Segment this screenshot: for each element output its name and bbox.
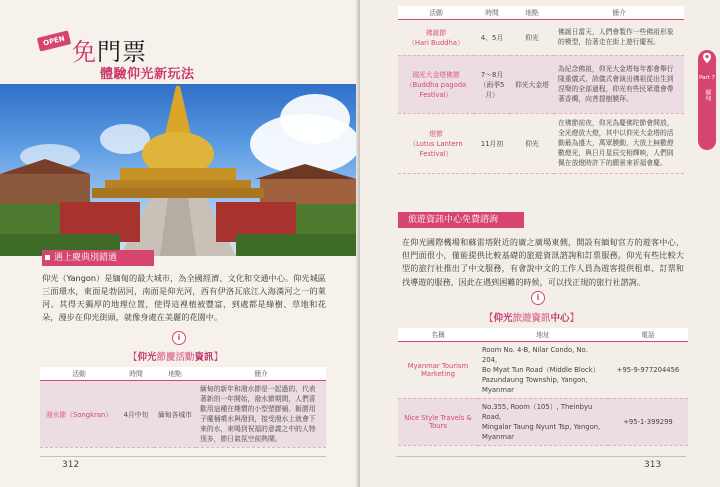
title-rest: 門票 — [97, 38, 147, 66]
festival-desc: 佛誕日當天，人們會製作一些佛祖形象的模型，抬著走在街上遊行慶祝。 — [554, 19, 684, 55]
table-row — [398, 113, 684, 173]
column-header: 地址 — [478, 328, 608, 341]
box-title-c: 資訊 — [194, 352, 214, 363]
column-header: 時間 — [474, 6, 510, 19]
center-address: Room No. 4-B, Nilar Condo, No. 204, Bo Myat Tun Road（Middle Block） Pazundaung Township, Yangon, Myanmar — [478, 341, 608, 398]
box-title-a: 仰光 — [137, 352, 157, 363]
table-row — [40, 380, 326, 447]
festival-table — [40, 367, 326, 448]
column-header: 地點 — [154, 367, 196, 380]
bracket-left: 【 — [484, 313, 494, 324]
info-icon: i — [531, 291, 545, 305]
festival-box-title — [128, 349, 223, 363]
table-row — [398, 341, 688, 398]
bracket-left: 【 — [128, 352, 138, 363]
table-header-row — [398, 6, 684, 19]
bracket-right: 】 — [569, 313, 580, 324]
column-header: 簡介 — [554, 6, 684, 19]
box-title-a: 仰光 — [493, 313, 513, 324]
festival-name: 燈節 （Lotus Lantern Festival） — [398, 113, 474, 173]
festival-time: 4月中旬 — [118, 380, 154, 447]
festival-name: 佛誕節 （Hari Buddha） — [398, 19, 474, 55]
column-header: 名稱 — [398, 328, 478, 341]
open-badge: OPEN — [37, 30, 71, 51]
footer-rule — [396, 456, 686, 457]
center-box-title — [484, 310, 579, 324]
footer-rule — [40, 456, 326, 457]
section-label-festivals: 遇上慶典別錯過 — [42, 250, 154, 266]
column-header: 簡介 — [196, 367, 326, 380]
title-highlight: 免 — [72, 38, 97, 66]
page-number-left: 312 — [62, 460, 80, 470]
box-title-b: 旅遊資訊 — [512, 313, 551, 324]
center-name: Nice Style Travels & Tours — [398, 398, 478, 445]
festival-desc: 緬甸的新年和潑水節是一起過的，代表著新的一年開始，潑水節期間，人們喜歡用這種在趣慣的小型塑膠桶、飯勝用子魔桶噴水與潑到，接受潑水上就會下來的水，來喝到祝福的意義之中的人特別多，節日氣氛空前熱鬧。 — [196, 380, 326, 447]
center-phone: +95-1-399299 — [608, 398, 688, 445]
chapter-side-tab — [698, 50, 716, 150]
festival-time: 7～8月 （雨季5月） — [474, 55, 510, 113]
festival-place: 仰光 — [510, 19, 554, 55]
visitor-center-paragraph: 在仰光國際機場和蘇雷塔附近的廣之廣場東側，開設有緬甸官方的遊客中心，但門面很小，僅能提供比較基礎的旅遊資訊諮詢和訂票服務。仰光有些比較大型的旅行社推出了中文服務，有會說中文的工作人員為遊客提供租車、訂票和找導遊的服務，因此在遇到困難的時候，可以找正規的旅行社諮詢。 — [402, 237, 684, 287]
center-phone: +95-9-977204456 — [608, 341, 688, 398]
table-row — [398, 55, 684, 113]
box-title-b: 節慶活動 — [156, 352, 195, 363]
festival-table-continued — [398, 6, 684, 174]
side-tab-label: 緬甸 — [704, 89, 711, 101]
right-page — [360, 0, 720, 487]
page-subtitle: 體驗仰光新玩法 — [100, 67, 195, 82]
box-title-c: 中心 — [550, 313, 570, 324]
table-row — [398, 19, 684, 55]
pagoda-illustration — [0, 84, 356, 256]
section-label-visitor-center: 旅遊資訊中心免費諮詢 — [398, 212, 524, 228]
festival-place: 仰光大金塔 — [510, 55, 554, 113]
column-header: 地點 — [510, 6, 554, 19]
page-title — [72, 32, 147, 67]
bracket-right: 】 — [213, 352, 224, 363]
pagoda-photo — [0, 84, 356, 256]
table-row — [398, 398, 688, 445]
column-header: 活動 — [398, 6, 474, 19]
festival-time: 4、5月 — [474, 19, 510, 55]
table-header-row — [40, 367, 326, 380]
location-pin-icon — [701, 52, 713, 64]
center-address: No.355, Room（105）, Theinbyu Road, Mingalar Taung Nyunt Tsp, Yangon, Myanmar — [478, 398, 608, 445]
festival-desc: 在佛節前夜，仰光為慶佛陀節會開放，全光燈放大燈，其中以仰光大金塔的活動最為盛大，萬眾膜動，大放上無數燈數燈光，與日月星辰交相輝映，人們則佩在放燈時許下的願景來祈福會慶。 — [554, 113, 684, 173]
festival-place: 仰光 — [510, 113, 554, 173]
column-header: 時間 — [118, 367, 154, 380]
center-name: Myanmar Tourism Marketing — [398, 341, 478, 398]
festival-name: 瑞光大金塔佛節 （Buddha pagoda Festival） — [398, 55, 474, 113]
column-header: 活動 — [40, 367, 118, 380]
festival-desc: 為紀念佛祖，仰光大金塔每年都會舉行隆重儀式，該儀式會演出佛祖從出生到涅槃的全部過程，仰光有些民眾還會帶著香燭，向菩提樹膜拜。 — [554, 55, 684, 113]
visitor-center-table — [398, 328, 688, 446]
festival-name: 潑水節（Songkran） — [40, 380, 118, 447]
info-icon: i — [172, 331, 186, 345]
side-tab-part: Part 7 — [698, 75, 716, 81]
festival-place: 緬甸各城市 — [154, 380, 196, 447]
table-header-row — [398, 328, 688, 341]
page-number-right: 313 — [644, 460, 662, 470]
intro-paragraph: 仰光（Yangon）是緬甸的最大城市，為全國經濟、文化和交通中心。仰光城區三面環水，東面是勃固河，南面是仰光河，西有伊洛瓦底江入海漢河之一的萊河。其得天獨厚的地理位置，使得這裡植被豐富，到處都是綠樹、草地和花朵，漫步在仰光街頭，就像身處在美麗的花園中。 — [42, 273, 326, 322]
festival-time: 11月初 — [474, 113, 510, 173]
column-header: 電話 — [608, 328, 688, 341]
